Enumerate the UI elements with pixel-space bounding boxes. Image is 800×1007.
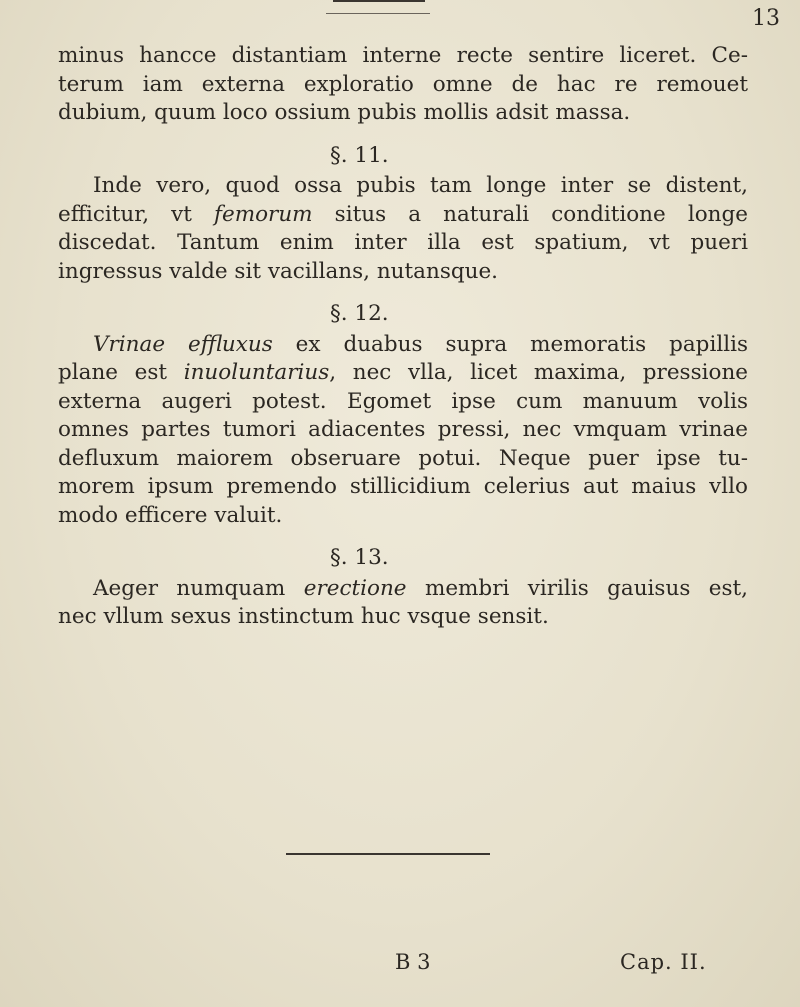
text-line: modo efficere valuit. — [58, 502, 283, 528]
text-line: morem ipsum premendo stillicidium celerius aut maius vllo — [58, 474, 748, 499]
text-line: Vrinae effluxus ex duabus supra memoratis papillis — [93, 331, 748, 357]
section-heading-12: §. 12. — [330, 301, 389, 326]
text-line: dubium, quum loco ossium pubis mollis adsit massa. — [58, 100, 631, 125]
text-line: defluxum maiorem obseruare potui. Neque puer ipse tu- — [58, 445, 748, 471]
top-rule-thin — [326, 13, 430, 14]
italic-term: Vrinae effluxus — [93, 331, 273, 357]
text-line: externa augeri potest. Egomet ipse cum manuum volis — [58, 388, 748, 414]
catchword: Cap. II. — [620, 950, 707, 974]
signature-mark: B 3 — [395, 950, 431, 974]
text-line: plane est inuoluntarius, nec vlla, licet maxima, pressione — [58, 360, 749, 385]
text-line: terum iam externa exploratio omne de hac re remouet — [58, 71, 748, 97]
top-rule — [333, 0, 425, 2]
body-text — [58, 42, 748, 632]
text-line: efficitur, vt femorum situs a naturali conditione longe — [58, 201, 748, 227]
page-number: 13 — [752, 6, 780, 31]
text-line: discedat. Tantum enim inter illa est spatium, vt pueri — [58, 230, 748, 255]
italic-term: inuoluntarius — [183, 360, 330, 385]
text-line: minus hancce distantiam interne recte sentire liceret. Ce- — [58, 43, 748, 68]
text-line: ingressus valde sit vacillans, nutansque. — [58, 258, 499, 284]
italic-term: femorum — [214, 201, 313, 227]
text-line: Inde vero, quod ossa pubis tam longe inter se distent, — [93, 173, 748, 198]
text-line: omnes partes tumori adiacentes pressi, nec vmquam vrinae — [58, 417, 748, 442]
section-heading-11: §. 11. — [330, 142, 389, 168]
section-heading-13: §. 13. — [330, 545, 389, 570]
bottom-rule — [286, 853, 490, 855]
text-line: nec vllum sexus instinctum huc vsque sensit. — [58, 604, 549, 629]
text-line: Aeger numquam erectione membri virilis gauisus est, — [93, 575, 748, 601]
italic-term: erectione — [303, 575, 407, 601]
